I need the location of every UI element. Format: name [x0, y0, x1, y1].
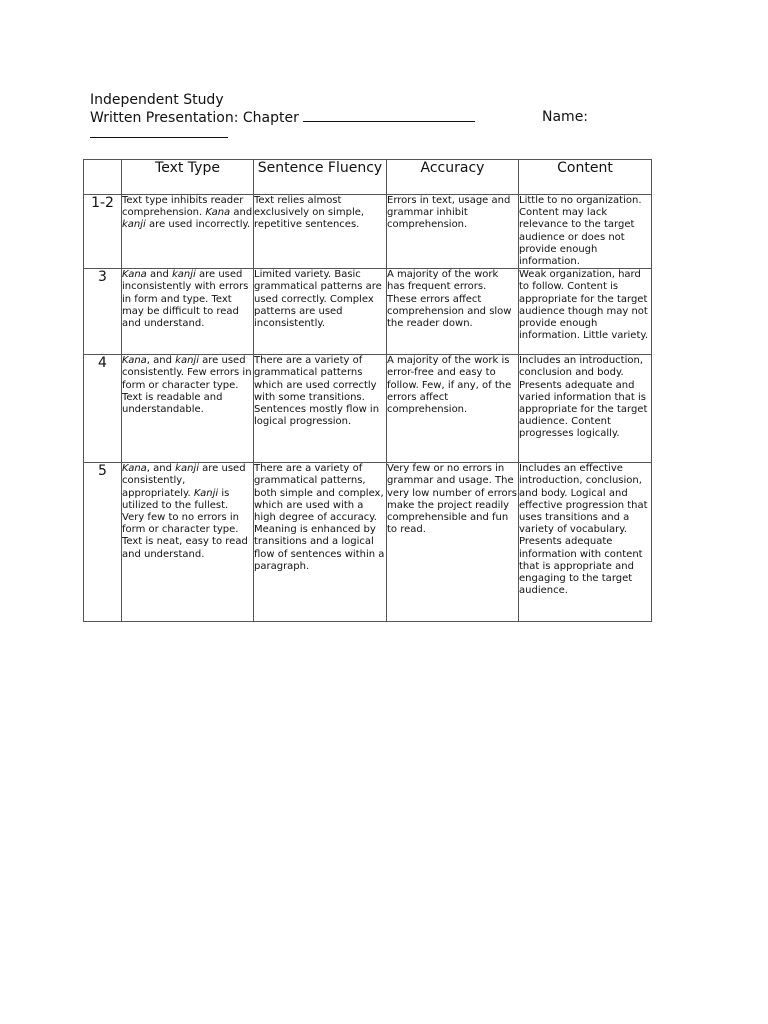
header-title-line	[90, 92, 710, 109]
chapter-label: Written Presentation: Chapter	[90, 110, 299, 126]
content-cell: Includes an introduction, conclusion and body. Presents adequate and varied information that is appropriate for the target audience. Content progresses logically.	[519, 355, 652, 463]
document-header	[90, 92, 710, 138]
column-header-accuracy: Accuracy	[387, 160, 519, 195]
score-cell: 4	[84, 355, 122, 463]
column-header-content: Content	[519, 160, 652, 195]
content-cell: Weak organization, hard to follow. Content is appropriate for the target audience though may not provide enough information. Little variety.	[519, 269, 652, 355]
accuracy-cell: A majority of the work has frequent errors. These errors affect comprehension and slow the reader down.	[387, 269, 519, 355]
name-blank-field[interactable]	[90, 126, 228, 138]
table-row	[84, 355, 652, 463]
name-label: Name:	[542, 109, 589, 125]
text-type-cell: Kana and kanji are used inconsistently with errors in form and type. Text may be difficult to read and understand.	[122, 269, 254, 355]
column-header-sentence-fluency: Sentence Fluency	[254, 160, 387, 195]
content-cell: Includes an effective introduction, conclusion, and body. Logical and effective progression that uses transitions and a variety of vocabulary. Presents adequate information with content that is appropriate and engaging to the target audience.	[519, 463, 652, 622]
table-row	[84, 269, 652, 355]
sentence-fluency-cell: There are a variety of grammatical patterns, both simple and complex, which are used with a high degree of accuracy. Meaning is enhanced by transitions and a logical flow of sentences within a paragraph.	[254, 463, 387, 622]
chapter-blank-field[interactable]	[303, 109, 475, 122]
accuracy-cell: Errors in text, usage and grammar inhibit comprehension.	[387, 195, 519, 269]
rubric-table	[83, 159, 652, 622]
accuracy-cell: Very few or no errors in grammar and usage. The very low number of errors make the project readily comprehensible and fun to read.	[387, 463, 519, 622]
sentence-fluency-cell: There are a variety of grammatical patterns which are used correctly with some transitions. Sentences mostly flow in logical progression.	[254, 355, 387, 463]
score-cell: 1-2	[84, 195, 122, 269]
table-row	[84, 463, 652, 622]
header-chapter-line	[90, 109, 710, 126]
text-type-cell: Kana, and kanji are used consistently, appropriately. Kanji is utilized to the fullest. Very few to no errors in form or character type. Text is neat, easy to read and understand.	[122, 463, 254, 622]
sentence-fluency-cell: Limited variety. Basic grammatical patterns are used correctly. Complex patterns are used inconsistently.	[254, 269, 387, 355]
rubric-header-row	[84, 160, 652, 195]
accuracy-cell: A majority of the work is error-free and easy to follow. Few, if any, of the errors affect comprehension.	[387, 355, 519, 463]
sentence-fluency-cell: Text relies almost exclusively on simple, repetitive sentences.	[254, 195, 387, 269]
column-header-score	[84, 160, 122, 195]
score-cell: 3	[84, 269, 122, 355]
content-cell: Little to no organization. Content may lack relevance to the target audience or does not provide enough information.	[519, 195, 652, 269]
text-type-cell: Kana, and kanji are used consistently. Few errors in form or character type. Text is readable and understandable.	[122, 355, 254, 463]
column-header-text-type: Text Type	[122, 160, 254, 195]
score-cell: 5	[84, 463, 122, 622]
table-row	[84, 195, 652, 269]
header-title: Independent Study	[90, 92, 224, 108]
text-type-cell: Text type inhibits reader comprehension. Kana and kanji are used incorrectly.	[122, 195, 254, 269]
